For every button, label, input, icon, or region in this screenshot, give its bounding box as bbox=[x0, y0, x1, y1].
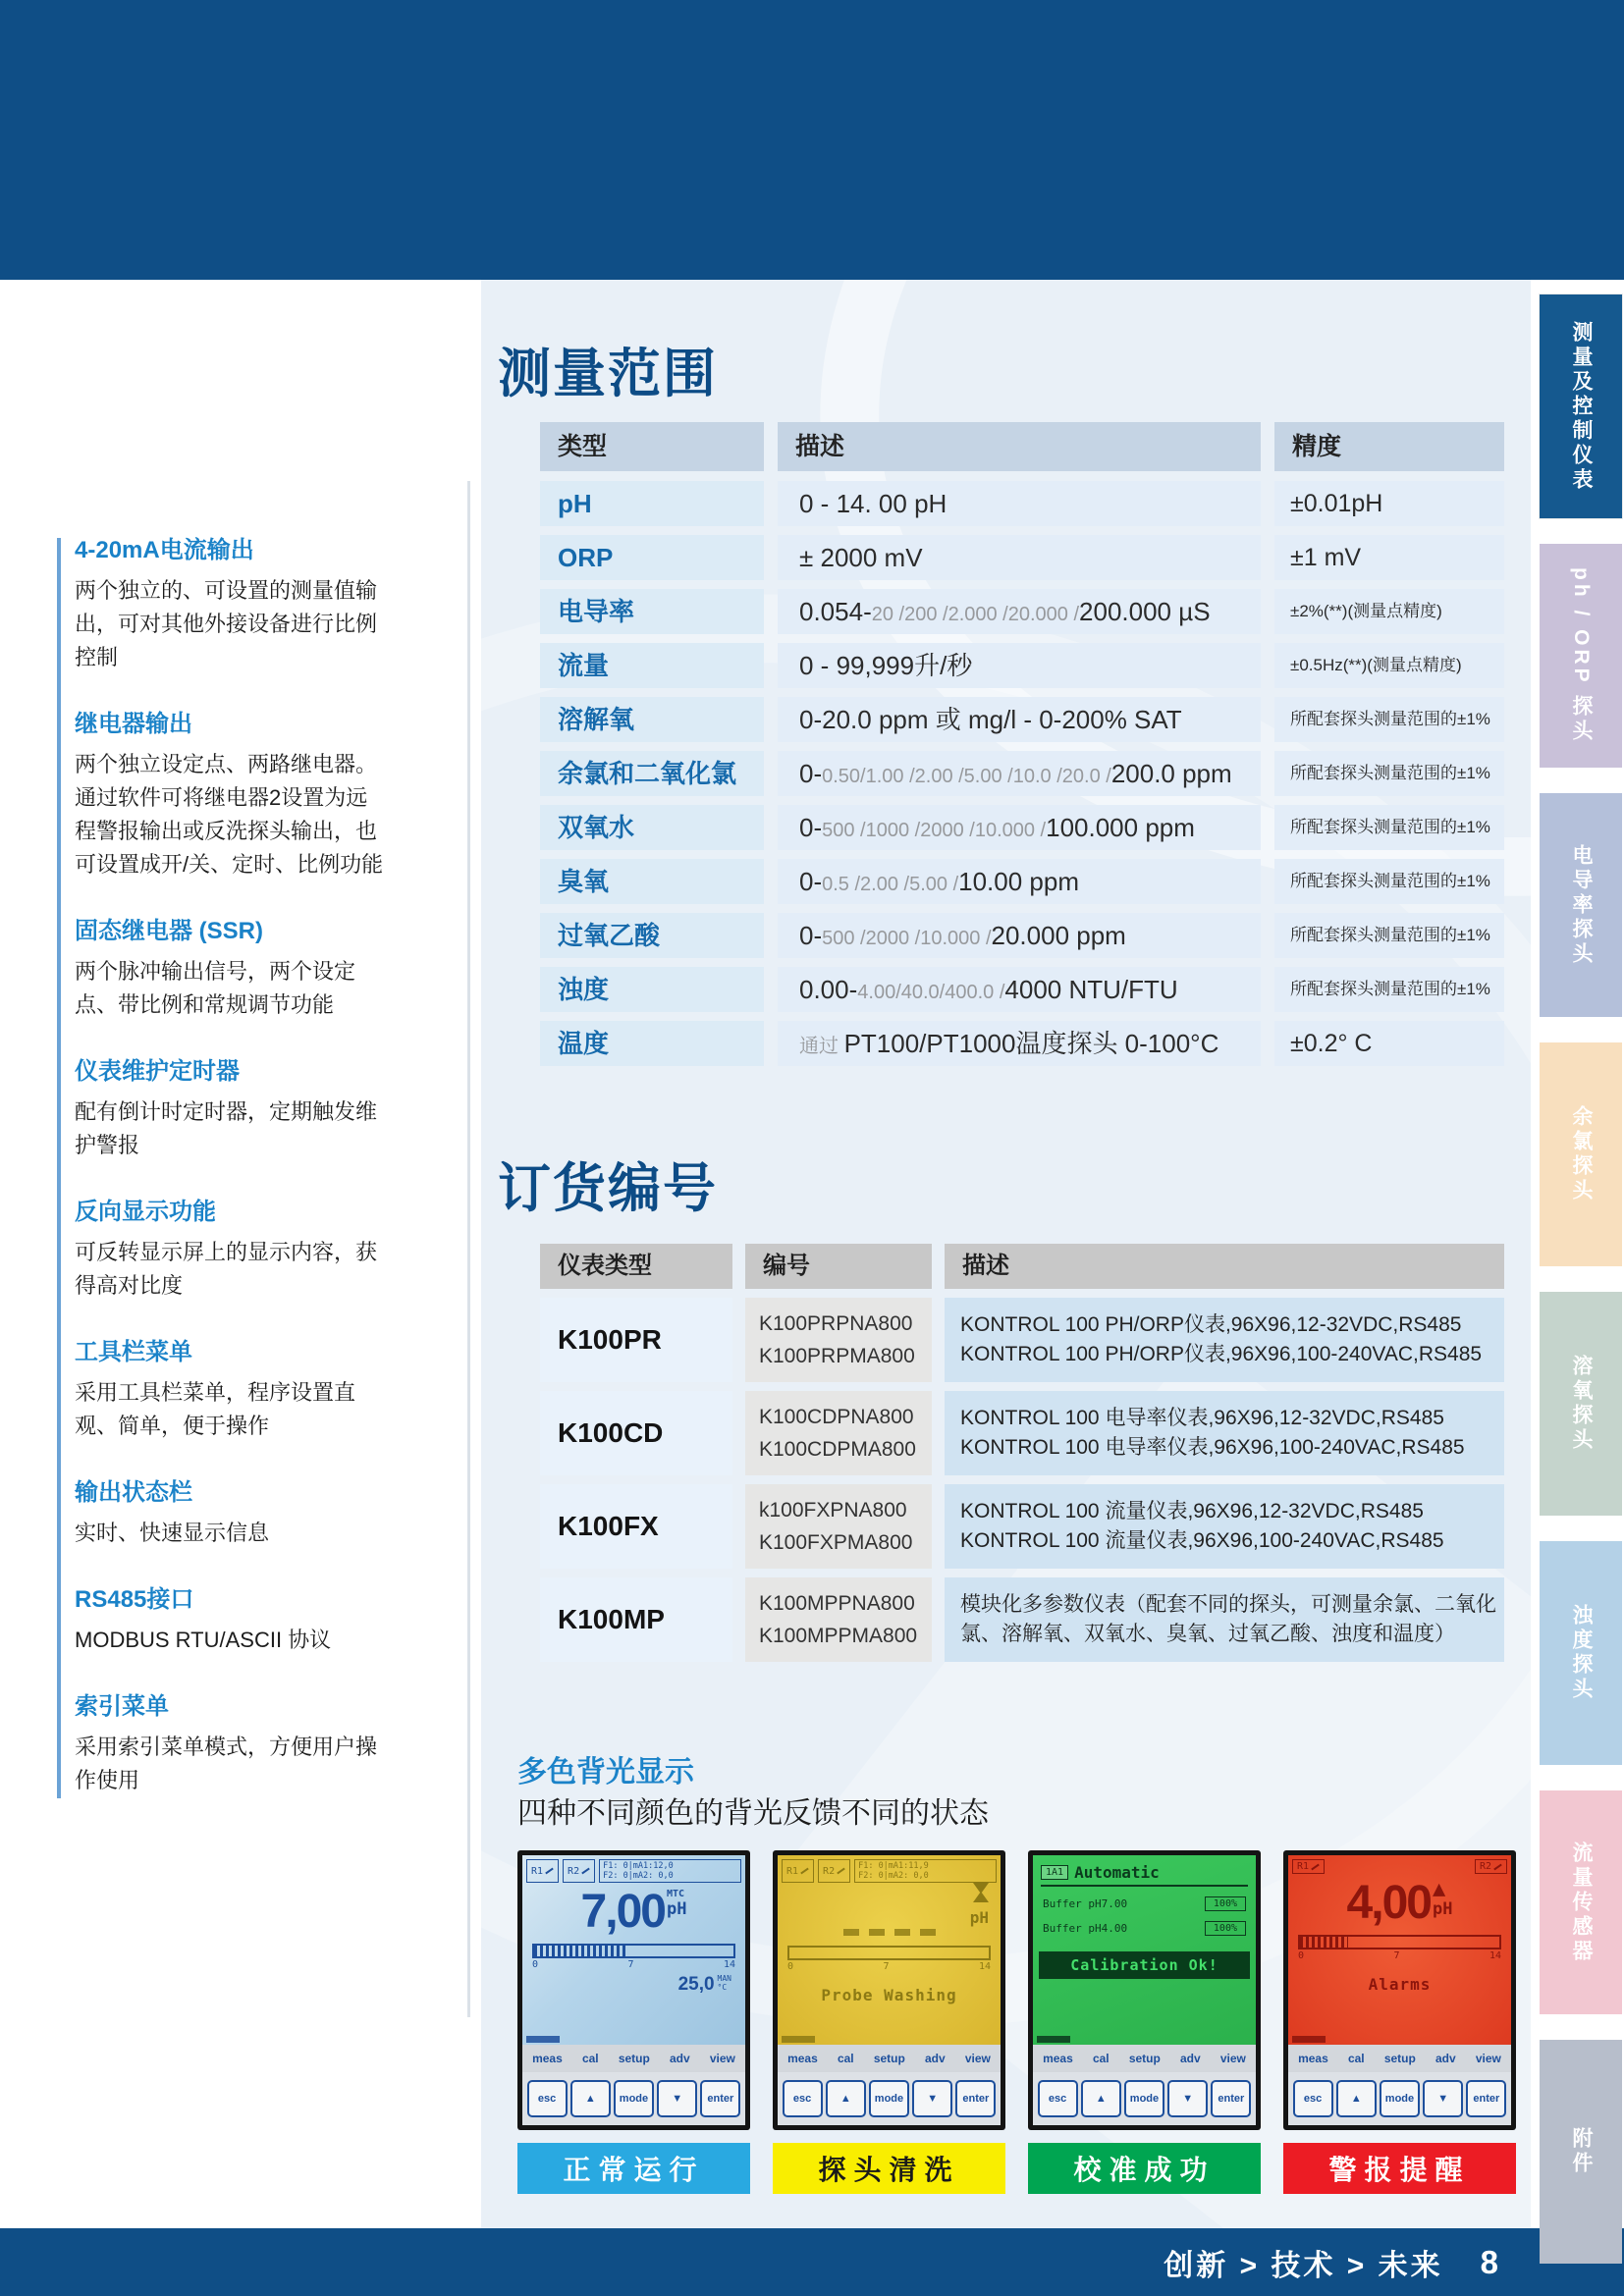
ph-unit: pH bbox=[1432, 1899, 1453, 1919]
range-cell bbox=[778, 1021, 1261, 1066]
range-cell bbox=[778, 589, 1261, 634]
feature-block bbox=[75, 1686, 385, 1797]
feature-title: 索引菜单 bbox=[75, 1693, 169, 1720]
feature-body: 两个独立的、可设置的测量值输出，可对其他外接设备进行比例控制 bbox=[75, 578, 378, 669]
tab-附件[interactable]: 附件 bbox=[1540, 2040, 1622, 2264]
order-code: K100PRPMA800 bbox=[759, 1344, 915, 1367]
enter-key[interactable]: enter bbox=[1211, 2080, 1251, 2117]
type-cell: 臭氧 bbox=[540, 859, 764, 904]
model-cell: K100FX bbox=[540, 1484, 732, 1569]
accuracy-cell: 所配套探头测量范围的±1% bbox=[1274, 967, 1504, 1012]
feature-block bbox=[75, 1332, 385, 1443]
description-cell bbox=[945, 1484, 1504, 1569]
toolbar-item-setup[interactable]: setup bbox=[873, 2052, 905, 2065]
buffer-value-box: 100% bbox=[1205, 1896, 1246, 1911]
lcd-keypad bbox=[1033, 2072, 1256, 2125]
type-cell: 浊度 bbox=[540, 967, 764, 1012]
range-segment: 500 /2000 /10.000 / bbox=[822, 928, 992, 949]
description-line: KONTROL 100 电导率仪表,96X96,12-32VDC,RS485 bbox=[960, 1407, 1444, 1429]
column-header: 精度 bbox=[1274, 422, 1504, 471]
measurement-header-row bbox=[540, 422, 1504, 471]
range-segment: 500 /1000 /2000 /10.000 / bbox=[822, 820, 1047, 841]
lcd-display-alarm bbox=[1283, 1850, 1516, 2130]
toolbar-item-cal[interactable]: cal bbox=[1092, 2052, 1110, 2065]
order-code: K100CDPMA800 bbox=[759, 1437, 916, 1461]
enter-key[interactable]: enter bbox=[955, 2080, 996, 2117]
type-cell: 双氧水 bbox=[540, 805, 764, 850]
description-line: KONTROL 100 流量仪表,96X96,12-32VDC,RS485 bbox=[960, 1500, 1424, 1522]
tab-余氯探头[interactable]: 余氯探头 bbox=[1540, 1042, 1622, 1266]
type-cell: 过氧乙酸 bbox=[540, 913, 764, 958]
type-cell: 电导率 bbox=[540, 589, 764, 634]
type-cell: pH bbox=[540, 481, 764, 526]
ph-unit: pH bbox=[969, 1908, 989, 1927]
mode-key[interactable]: mode bbox=[614, 2080, 654, 2117]
toolbar-item-meas[interactable]: meas bbox=[787, 2052, 818, 2065]
feature-block bbox=[75, 1579, 385, 1657]
range-segment: 0 - 99,999升/秒 bbox=[799, 651, 973, 680]
relay2-indicator: R2 bbox=[818, 1859, 850, 1883]
page-footer bbox=[0, 2228, 1624, 2296]
measurement-row bbox=[540, 913, 1504, 958]
measurement-row bbox=[540, 535, 1504, 580]
feature-list bbox=[75, 530, 385, 1797]
model-cell: K100PR bbox=[540, 1298, 732, 1382]
lcd-keypad bbox=[778, 2072, 1001, 2125]
ph-reading: 4,00 ▲ pH bbox=[1346, 1877, 1453, 1929]
range-cell bbox=[778, 481, 1261, 526]
backlight-section-title: 多色背光显示 bbox=[517, 1756, 694, 1789]
tab-电导率探头[interactable]: 电导率探头 bbox=[1540, 793, 1622, 1017]
scale-labels: 0 7 14 bbox=[1298, 1950, 1501, 1961]
display-label-normal: 正常运行 bbox=[517, 2143, 750, 2194]
washing-message: Probe Washing bbox=[821, 1986, 957, 2004]
measurement-row bbox=[540, 805, 1504, 850]
top-header-band bbox=[0, 0, 1624, 280]
toolbar-item-view[interactable]: view bbox=[964, 2052, 991, 2065]
ph-scale-bar bbox=[1298, 1935, 1501, 1949]
type-cell: 温度 bbox=[540, 1021, 764, 1066]
feature-block bbox=[75, 530, 385, 674]
output-status-block: F1: 0|mA1:12,0 F2: 0|mA2: 0,0 bbox=[599, 1859, 741, 1883]
down-arrow-key[interactable]: ▼ bbox=[657, 2080, 697, 2117]
ordering-row bbox=[540, 1298, 1504, 1382]
description-cell bbox=[945, 1577, 1504, 1662]
description-line: KONTROL 100 电导率仪表,96X96,100-240VAC,RS485 bbox=[960, 1436, 1465, 1459]
scale-labels: 0 7 14 bbox=[787, 1961, 991, 1972]
measurement-row bbox=[540, 967, 1504, 1012]
range-segment: 0-20.0 ppm 或 mg/l - 0-200% SAT bbox=[799, 705, 1182, 734]
type-cell: 流量 bbox=[540, 643, 764, 688]
lcd-toolbar bbox=[778, 2045, 1001, 2072]
order-code: k100FXPNA800 bbox=[759, 1498, 907, 1522]
lcd-display-normal bbox=[517, 1850, 750, 2130]
toolbar-item-meas[interactable]: meas bbox=[532, 2052, 563, 2065]
range-segment: 0.00- bbox=[799, 975, 858, 1004]
range-cell bbox=[778, 697, 1261, 742]
accuracy-cell: ±0.5Hz(**)(测量点精度) bbox=[1274, 643, 1504, 688]
accuracy-cell: 所配套探头测量范围的±1% bbox=[1274, 751, 1504, 796]
range-segment: 通过 bbox=[799, 1036, 844, 1057]
toolbar-item-view[interactable]: view bbox=[1219, 2052, 1246, 2065]
range-cell bbox=[778, 913, 1261, 958]
toolbar-item-meas[interactable]: meas bbox=[1043, 2052, 1073, 2065]
up-arrow-key[interactable]: ▲ bbox=[570, 2080, 611, 2117]
lcd-display-washing bbox=[773, 1850, 1005, 2130]
ordering-row bbox=[540, 1484, 1504, 1569]
buffer-value-box: 100% bbox=[1205, 1921, 1246, 1936]
calibration-mode: Automatic bbox=[1074, 1863, 1160, 1882]
lcd-screen-calibration bbox=[1033, 1855, 1256, 2045]
description-cell bbox=[945, 1298, 1504, 1382]
feature-body: 实时、快速显示信息 bbox=[75, 1521, 270, 1545]
relay2-indicator: R2 bbox=[563, 1859, 595, 1883]
codes-cell bbox=[745, 1391, 932, 1475]
display-label-alarm: 警报提醒 bbox=[1283, 2143, 1516, 2194]
lcd-status-row bbox=[522, 1855, 745, 1883]
relay1-indicator: R1 bbox=[526, 1859, 559, 1883]
accuracy-cell: ±2%(**)(测量点精度) bbox=[1274, 589, 1504, 634]
toolbar-item-cal[interactable]: cal bbox=[837, 2052, 854, 2065]
order-code: K100FXPMA800 bbox=[759, 1530, 913, 1554]
column-header: 描述 bbox=[945, 1244, 1504, 1289]
washing-progress-dashes bbox=[778, 1929, 1001, 1936]
column-header: 仪表类型 bbox=[540, 1244, 732, 1289]
relay-lever-icon bbox=[800, 1868, 809, 1875]
ordering-header-row bbox=[540, 1244, 1504, 1289]
toolbar-item-adv[interactable]: adv bbox=[1180, 2052, 1201, 2065]
ordering-section-title: 订货编号 bbox=[498, 1159, 718, 1218]
feature-body: 两个独立设定点、两路继电器。通过软件可将继电器2设置为远程警报输出或反洗探头输出，也可设置成开/关、定时、比例功能 bbox=[75, 752, 384, 877]
esc-key[interactable]: esc bbox=[527, 2080, 568, 2117]
order-code: K100PRPNA800 bbox=[759, 1311, 913, 1335]
description-line: 模块化多参数仪表（配套不同的探头，可测量余氯、二氧化 bbox=[960, 1593, 1496, 1616]
up-arrow-key[interactable]: ▲ bbox=[1336, 2080, 1377, 2117]
ph-reading: 7,00 MTC pH bbox=[580, 1886, 687, 1938]
lcd-screen-normal bbox=[522, 1855, 745, 2045]
tab-流量传感器[interactable]: 流量传感器 bbox=[1540, 1790, 1622, 2014]
feature-title: 固态继电器 (SSR) bbox=[75, 918, 263, 944]
measurement-row bbox=[540, 751, 1504, 796]
measurement-row bbox=[540, 859, 1504, 904]
ordering-row bbox=[540, 1391, 1504, 1475]
description-line: KONTROL 100 PH/ORP仪表,96X96,100-240VAC,RS485 bbox=[960, 1343, 1483, 1365]
range-segment: 0.50/1.00 /2.00 /5.00 /10.0 /20.0 / bbox=[822, 766, 1111, 787]
measurement-row bbox=[540, 697, 1504, 742]
type-cell: 余氯和二氧化氯 bbox=[540, 751, 764, 796]
accuracy-cell: ±0.2° C bbox=[1274, 1021, 1504, 1066]
relay-lever-icon bbox=[581, 1868, 590, 1875]
ph-unit: pH bbox=[666, 1899, 687, 1919]
display-label-washing: 探头清洗 bbox=[773, 2143, 1005, 2194]
feature-body: 配有倒计时定时器，定期触发维护警报 bbox=[75, 1099, 378, 1157]
lcd-keypad bbox=[522, 2072, 745, 2125]
order-code: K100MPPMA800 bbox=[759, 1624, 918, 1647]
relay-lever-icon bbox=[1311, 1863, 1320, 1870]
up-arrow-key[interactable]: ▲ bbox=[826, 2080, 866, 2117]
up-arrow-key[interactable]: ▲ bbox=[1081, 2080, 1121, 2117]
range-cell bbox=[778, 859, 1261, 904]
feature-title: 反向显示功能 bbox=[75, 1199, 216, 1225]
alarm-message: Alarms bbox=[1368, 1975, 1432, 1994]
lcd-keypad bbox=[1288, 2072, 1511, 2125]
type-cell: 溶解氧 bbox=[540, 697, 764, 742]
column-header: 描述 bbox=[778, 422, 1261, 471]
range-segment: PT100/PT1000温度探头 0-100°C bbox=[843, 1029, 1219, 1058]
buffer-row: Buffer pH4.00 100% bbox=[1043, 1921, 1246, 1936]
accuracy-cell: 所配套探头测量范围的±1% bbox=[1274, 805, 1504, 850]
range-segment: 200.0 ppm bbox=[1110, 759, 1232, 788]
ordering-table bbox=[540, 1244, 1504, 1671]
feature-body: 两个脉冲输出信号，两个设定点、带比例和常规调节功能 bbox=[75, 959, 356, 1017]
description-line: 氯、溶解氧、双氧水、臭氧、过氧乙酸、浊度和温度） bbox=[960, 1623, 1455, 1645]
range-segment: ± 2000 mV bbox=[799, 543, 923, 572]
buffer-row: Buffer pH7.00 100% bbox=[1043, 1896, 1246, 1911]
tab-ph / ORP 探头[interactable]: ph / ORP 探头 bbox=[1540, 544, 1622, 768]
lcd-toolbar bbox=[522, 2045, 745, 2072]
feature-body: MODBUS RTU/ASCII 协议 bbox=[75, 1628, 332, 1652]
feature-block bbox=[75, 1472, 385, 1550]
codes-cell bbox=[745, 1484, 932, 1569]
column-header: 编号 bbox=[745, 1244, 932, 1289]
temperature-reading: 25,0 MAN °C bbox=[677, 1974, 731, 1995]
measurement-row bbox=[540, 481, 1504, 526]
page-number: 8 bbox=[1480, 2243, 1498, 2280]
tab-浊度探头[interactable]: 浊度探头 bbox=[1540, 1541, 1622, 1765]
down-arrow-key[interactable]: ▼ bbox=[912, 2080, 952, 2117]
feature-block bbox=[75, 911, 385, 1022]
tab-测量及控制仪表[interactable]: 测量及控制仪表 bbox=[1540, 294, 1622, 518]
display-label-calibration: 校准成功 bbox=[1028, 2143, 1261, 2194]
measurement-row bbox=[540, 589, 1504, 634]
feature-body: 可反转显示屏上的显示内容，获得高对比度 bbox=[75, 1240, 378, 1298]
toolbar-item-cal[interactable]: cal bbox=[581, 2052, 599, 2065]
ph-scale-bar bbox=[532, 1944, 735, 1958]
range-cell bbox=[778, 805, 1261, 850]
lcd-screen-alarm bbox=[1288, 1855, 1511, 2045]
measurement-row bbox=[540, 643, 1504, 688]
relay-lever-icon bbox=[545, 1868, 554, 1875]
ph-scale-bar bbox=[787, 1946, 991, 1960]
feature-block bbox=[75, 1192, 385, 1303]
relay-lever-icon bbox=[837, 1868, 845, 1875]
toolbar-item-adv[interactable]: adv bbox=[925, 2052, 946, 2065]
backlight-subtitle: 四种不同颜色的背光反馈不同的状态 bbox=[517, 1797, 989, 1830]
feature-body: 采用索引菜单模式，方便用户操作使用 bbox=[75, 1735, 378, 1792]
hourglass-icon bbox=[973, 1883, 989, 1902]
range-segment: 0- bbox=[799, 867, 823, 896]
feature-title: 4-20mA电流输出 bbox=[75, 537, 254, 563]
toolbar-item-view[interactable]: view bbox=[709, 2052, 735, 2065]
accuracy-cell: 所配套探头测量范围的±1% bbox=[1274, 859, 1504, 904]
type-cell: ORP bbox=[540, 535, 764, 580]
range-segment: 4.00/40.0/400.0 / bbox=[857, 982, 1005, 1003]
output-status-block: F1: 0|mA1:11,9 F2: 0|mA2: 0,0 bbox=[854, 1859, 997, 1883]
lcd-toolbar bbox=[1033, 2045, 1256, 2072]
range-segment: 200.000 µS bbox=[1079, 597, 1211, 626]
order-code: K100CDPNA800 bbox=[759, 1405, 914, 1428]
range-cell bbox=[778, 643, 1261, 688]
tab-溶氧探头[interactable]: 溶氧探头 bbox=[1540, 1292, 1622, 1516]
model-cell: K100CD bbox=[540, 1391, 732, 1475]
range-segment: 100.000 ppm bbox=[1046, 813, 1195, 842]
relay-lever-icon bbox=[1493, 1863, 1502, 1870]
description-cell bbox=[945, 1391, 1504, 1475]
calibration-ok-banner: Calibration Ok! bbox=[1039, 1951, 1250, 1979]
measurement-section-title: 测量范围 bbox=[498, 345, 718, 403]
order-code: K100MPPNA800 bbox=[759, 1591, 915, 1615]
feature-title: 继电器输出 bbox=[75, 711, 192, 737]
feature-title: 输出状态栏 bbox=[75, 1479, 192, 1506]
range-cell bbox=[778, 535, 1261, 580]
relay2-indicator: R2 bbox=[1475, 1859, 1507, 1874]
scale-fill bbox=[534, 1946, 625, 1956]
range-cell bbox=[778, 967, 1261, 1012]
measurement-table bbox=[540, 422, 1504, 1075]
accuracy-cell: ±1 mV bbox=[1274, 535, 1504, 580]
scale-labels: 0 7 14 bbox=[532, 1959, 735, 1970]
toolbar-item-setup[interactable]: setup bbox=[1383, 2052, 1416, 2065]
mode-key[interactable]: mode bbox=[869, 2080, 909, 2117]
toolbar-item-meas[interactable]: meas bbox=[1298, 2052, 1328, 2065]
column-header: 类型 bbox=[540, 422, 764, 471]
lcd-display-calibration bbox=[1028, 1850, 1261, 2130]
feature-title: 工具栏菜单 bbox=[75, 1339, 192, 1365]
toolbar-item-cal[interactable]: cal bbox=[1347, 2052, 1365, 2065]
relay1-indicator: R1 bbox=[782, 1859, 814, 1883]
mode-key[interactable]: mode bbox=[1380, 2080, 1420, 2117]
enter-key[interactable]: enter bbox=[700, 2080, 740, 2117]
feature-block bbox=[75, 1051, 385, 1162]
codes-cell bbox=[745, 1577, 932, 1662]
range-cell bbox=[778, 751, 1261, 796]
range-segment: 0- bbox=[799, 759, 823, 788]
channel-tag: 1A1 bbox=[1041, 1865, 1068, 1880]
scale-fill bbox=[1300, 1937, 1348, 1948]
toolbar-item-adv[interactable]: adv bbox=[670, 2052, 690, 2065]
lcd-toolbar bbox=[1288, 2045, 1511, 2072]
range-segment: 4000 NTU/FTU bbox=[1004, 975, 1178, 1004]
codes-cell bbox=[745, 1298, 932, 1382]
model-cell: K100MP bbox=[540, 1577, 732, 1662]
toolbar-item-adv[interactable]: adv bbox=[1435, 2052, 1456, 2065]
toolbar-item-setup[interactable]: setup bbox=[618, 2052, 650, 2065]
relay1-indicator: R1 bbox=[1292, 1859, 1325, 1874]
esc-key[interactable]: esc bbox=[783, 2080, 823, 2117]
description-line: KONTROL 100 PH/ORP仪表,96X96,12-32VDC,RS485 bbox=[960, 1313, 1462, 1336]
sidebar-accent-line bbox=[57, 538, 61, 1798]
mtc-flag: MTC bbox=[666, 1889, 685, 1899]
range-segment: 0- bbox=[799, 921, 823, 950]
range-segment: 0 - 14. 00 pH bbox=[799, 489, 947, 518]
range-segment: 20.000 ppm bbox=[991, 921, 1126, 950]
lcd-screen-washing bbox=[778, 1855, 1001, 2045]
range-segment: 20 /200 /2.000 /20.000 / bbox=[871, 604, 1080, 625]
feature-block bbox=[75, 704, 385, 881]
accuracy-cell: 所配套探头测量范围的±1% bbox=[1274, 697, 1504, 742]
measurement-row bbox=[540, 1021, 1504, 1066]
range-segment: 0.054- bbox=[799, 597, 872, 626]
feature-title: RS485接口 bbox=[75, 1586, 194, 1613]
range-segment: 0.5 /2.00 /5.00 / bbox=[822, 874, 959, 895]
accuracy-cell: ±0.01pH bbox=[1274, 481, 1504, 526]
accuracy-cell: 所配套探头测量范围的±1% bbox=[1274, 913, 1504, 958]
description-line: KONTROL 100 流量仪表,96X96,100-240VAC,RS485 bbox=[960, 1529, 1444, 1552]
range-segment: 0- bbox=[799, 813, 823, 842]
toolbar-item-view[interactable]: view bbox=[1475, 2052, 1501, 2065]
esc-key[interactable]: esc bbox=[1293, 2080, 1333, 2117]
sidebar-divider-line bbox=[467, 481, 470, 2017]
feature-sidebar bbox=[75, 530, 385, 1827]
lcd-status-row bbox=[778, 1855, 1001, 1883]
enter-key[interactable]: enter bbox=[1466, 2080, 1506, 2117]
range-segment: 10.00 ppm bbox=[958, 867, 1079, 896]
footer-slogan: 创新 > 技术 > 未来 bbox=[1164, 2249, 1443, 2282]
mode-key[interactable]: mode bbox=[1124, 2080, 1164, 2117]
alarm-warning-icon: ▲ bbox=[1432, 1877, 1446, 1901]
down-arrow-key[interactable]: ▼ bbox=[1167, 2080, 1208, 2117]
ordering-row bbox=[540, 1577, 1504, 1662]
feature-title: 仪表维护定时器 bbox=[75, 1058, 240, 1085]
toolbar-item-setup[interactable]: setup bbox=[1128, 2052, 1161, 2065]
down-arrow-key[interactable]: ▼ bbox=[1423, 2080, 1463, 2117]
feature-body: 采用工具栏菜单，程序设置直观、简单，便于操作 bbox=[75, 1380, 356, 1438]
esc-key[interactable]: esc bbox=[1038, 2080, 1078, 2117]
